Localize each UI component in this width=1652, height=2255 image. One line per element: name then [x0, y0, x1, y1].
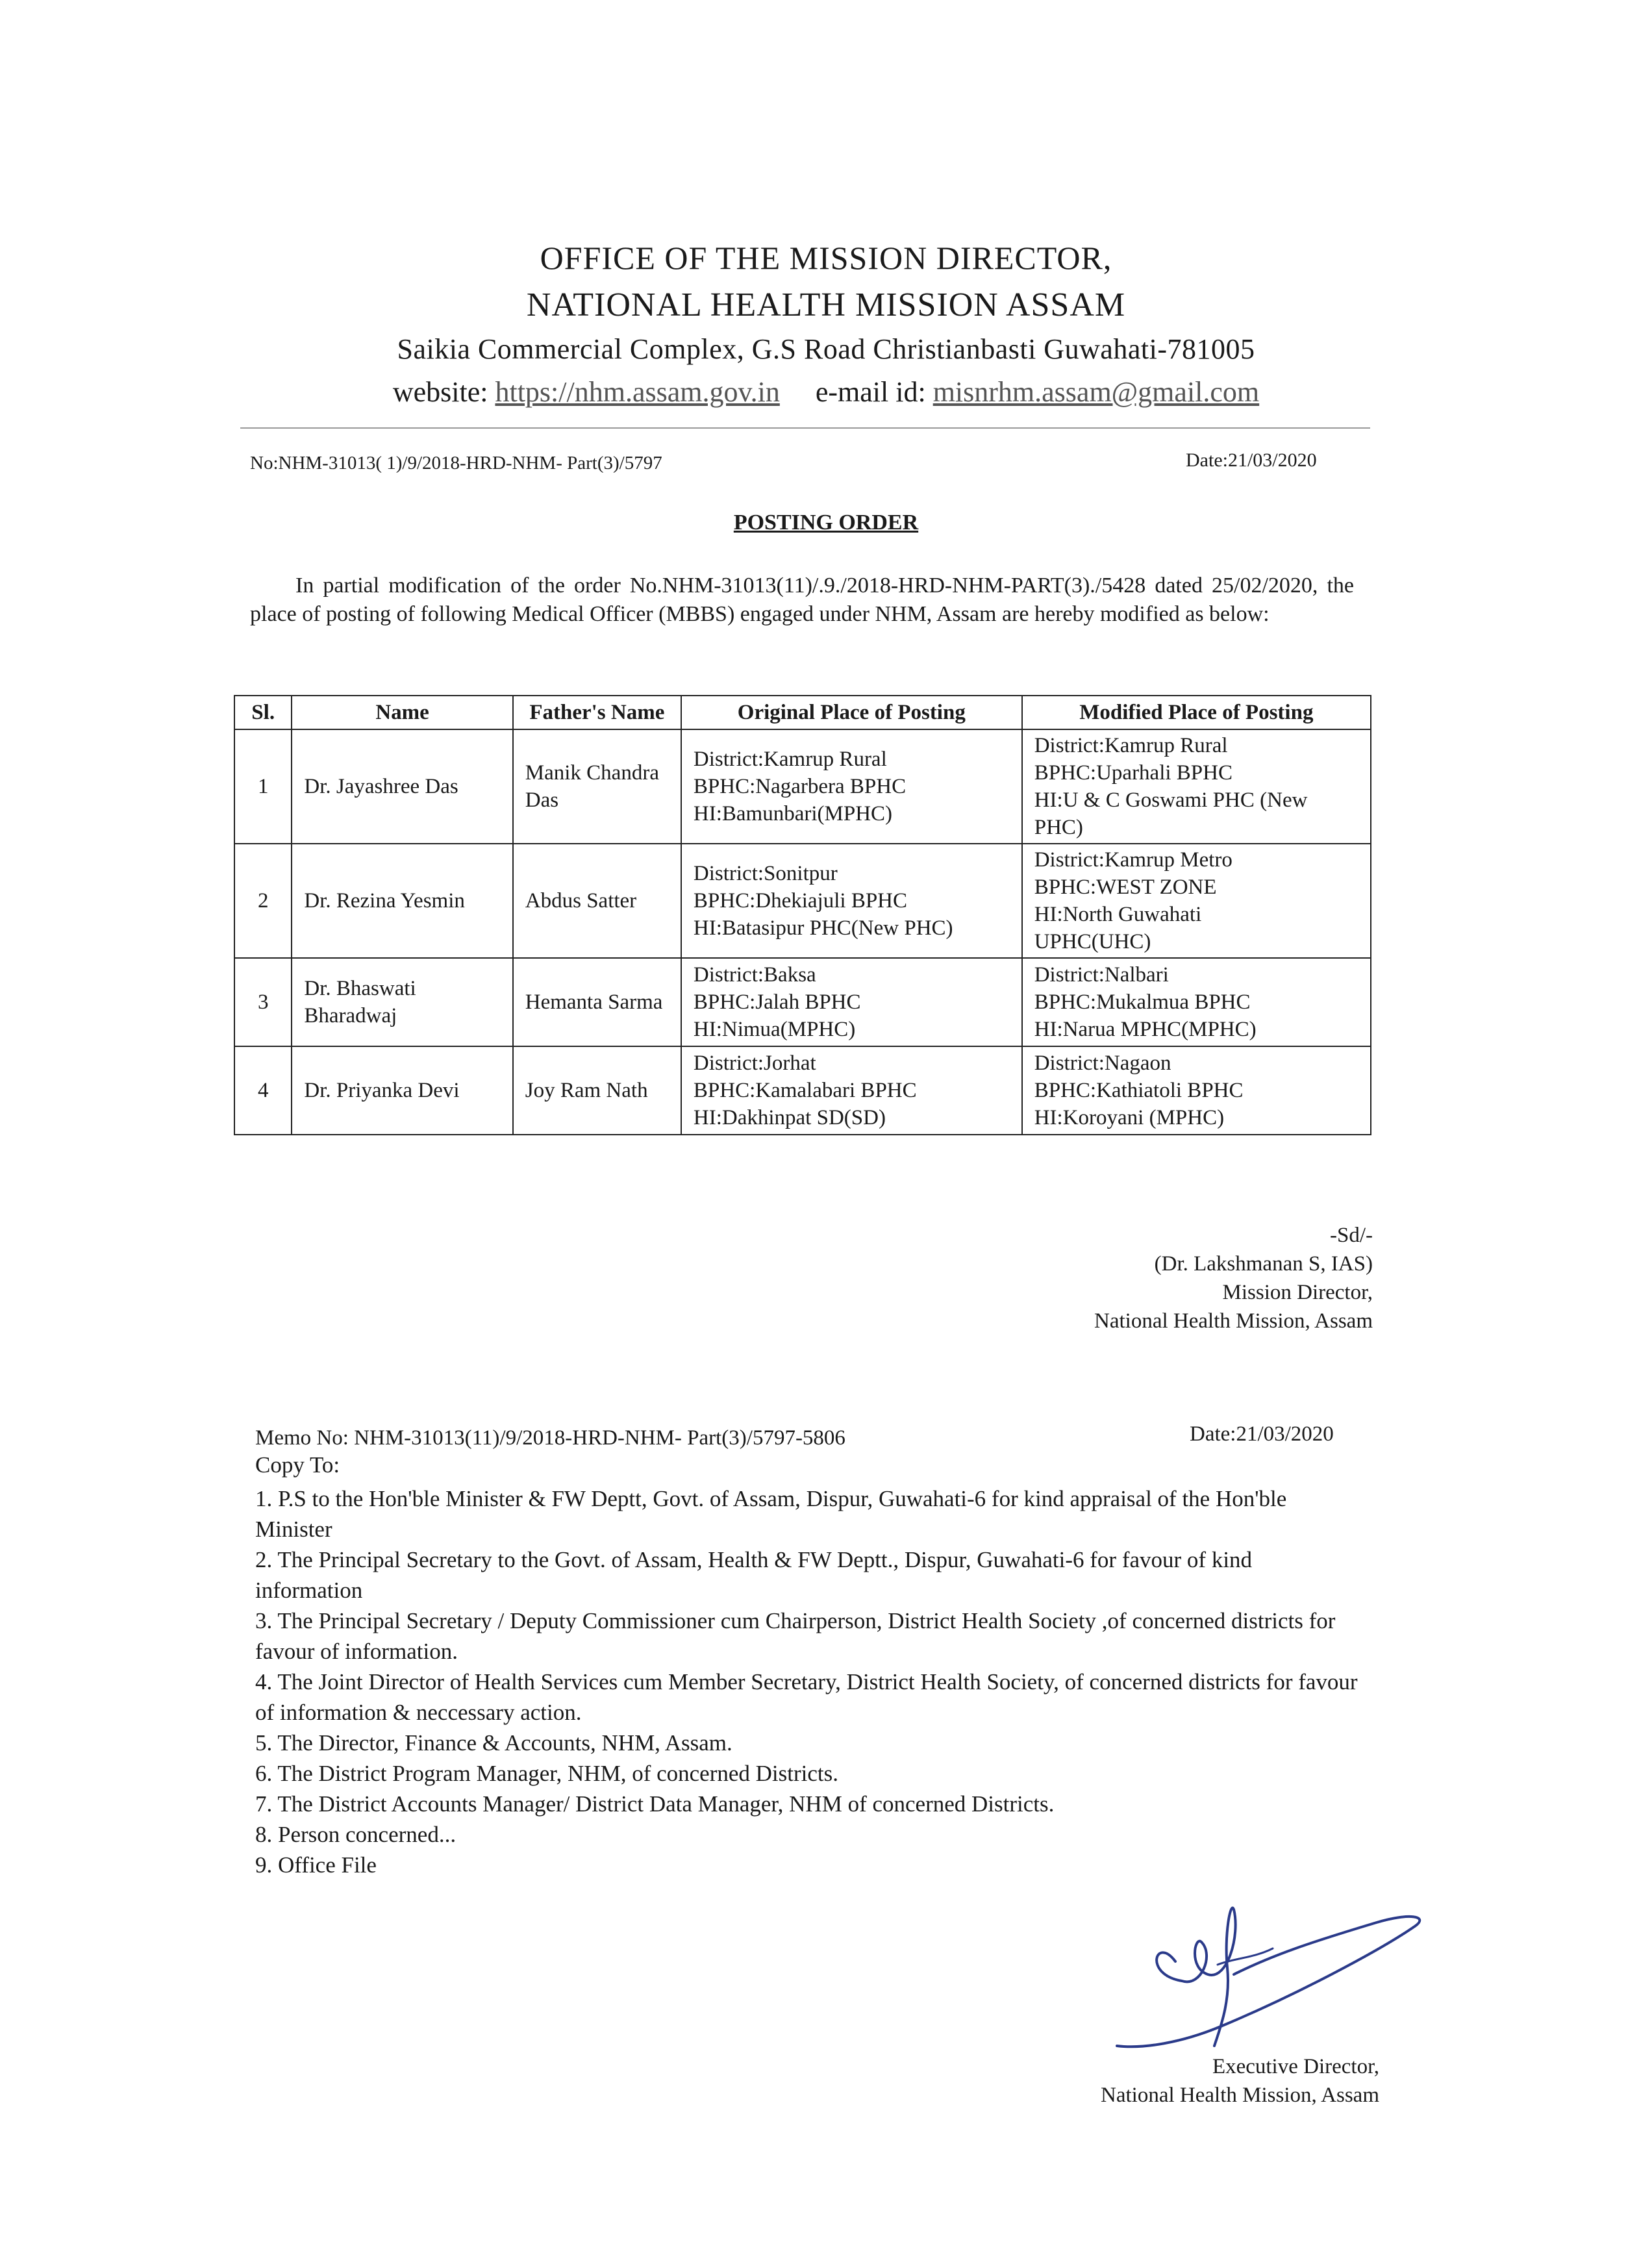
table-row — [234, 844, 1371, 958]
cell-father: Manik Chandra Das — [513, 729, 681, 844]
executive-title: Executive Director, — [1212, 2055, 1379, 2078]
cell-original — [681, 729, 1022, 844]
original-bphc: BPHC:Jalah BPHC — [693, 990, 861, 1014]
list-item: 4. The Joint Director of Health Services cum Member Secretary, District Health Society, of concerned districts for favour of information & neccessary action. — [255, 1669, 1358, 1725]
letterhead-address: Saikia Commercial Complex, G.S Road Christianbasti Guwahati-781005 — [397, 333, 1255, 365]
email-link[interactable]: misnrhm.assam@gmail.com — [932, 376, 1260, 408]
order-body-text: In partial modification of the order No.NHM-31013(11)/.9./2018-HRD-NHM-PART(3)./5428 dated 25/02/2020, the place of posting of following Medical Officer (MBBS) engaged under NHM, Assam are hereby modified as below: — [250, 573, 1354, 626]
list-item: 6. The District Program Manager, NHM, of concerned Districts. — [255, 1761, 839, 1786]
website-label: website: — [392, 376, 488, 408]
original-district: District:Sonitpur — [693, 862, 838, 885]
modified-district: District:Nalbari — [1034, 963, 1169, 987]
executive-org: National Health Mission, Assam — [1101, 2084, 1379, 2107]
cell-modified — [1022, 844, 1371, 958]
modified-district: District:Nagaon — [1034, 1052, 1171, 1075]
order-heading: POSTING ORDER — [733, 510, 919, 535]
header-name: Name — [292, 696, 512, 729]
executive-director-block — [1101, 2052, 1379, 2110]
copy-to-list — [255, 1483, 1359, 1880]
modified-hi-cont: UPHC(UHC) — [1034, 930, 1151, 953]
order-body — [250, 572, 1354, 629]
original-district: District:Jorhat — [693, 1052, 816, 1075]
memo-number: Memo No: NHM-31013(11)/9/2018-HRD-NHM- Part(3)/5797-5806 — [255, 1426, 845, 1450]
signatory-org: National Health Mission, Assam — [1094, 1309, 1373, 1333]
cell-modified — [1022, 729, 1371, 844]
cell-original — [681, 958, 1022, 1046]
header-original: Original Place of Posting — [681, 696, 1022, 729]
letterhead-mission: NATIONAL HEALTH MISSION ASSAM — [526, 286, 1126, 323]
original-bphc: BPHC:Nagarbera BPHC — [693, 775, 907, 798]
cell-modified — [1022, 1046, 1371, 1135]
original-hi: HI:Bamunbari(MPHC) — [693, 802, 893, 825]
modified-hi: HI:North Guwahati — [1034, 903, 1202, 926]
cell-original — [681, 1046, 1022, 1135]
website-link[interactable]: https://nhm.assam.gov.in — [495, 376, 780, 408]
original-bphc: BPHC:Dhekiajuli BPHC — [693, 889, 908, 913]
cell-sl: 4 — [234, 1046, 292, 1135]
list-item: 7. The District Accounts Manager/ District Data Manager, NHM of concerned Districts. — [255, 1791, 1055, 1817]
original-hi: HI:Dakhinpat SD(SD) — [693, 1106, 886, 1129]
modified-district: District:Kamrup Metro — [1034, 848, 1233, 872]
original-district: District:Baksa — [693, 963, 816, 987]
letterhead-office: OFFICE OF THE MISSION DIRECTOR, — [540, 240, 1112, 276]
original-district: District:Kamrup Rural — [693, 748, 887, 771]
memo-date: Date:21/03/2020 — [1190, 1422, 1334, 1446]
copy-to-label: Copy To: — [255, 1452, 340, 1478]
original-hi: HI:Batasipur PHC(New PHC) — [693, 916, 953, 940]
table-row — [234, 729, 1371, 844]
cell-name: Dr. Bhaswati Bharadwaj — [292, 958, 512, 1046]
letterhead-contact — [0, 375, 1652, 409]
header-sl: Sl. — [234, 696, 292, 729]
posting-table — [234, 695, 1371, 1135]
order-reference-number: No:NHM-31013( 1)/9/2018-HRD-NHM- Part(3)/5797 — [250, 453, 662, 473]
cell-modified — [1022, 958, 1371, 1046]
modified-bphc: BPHC:WEST ZONE — [1034, 876, 1217, 899]
list-item: 8. Person concerned... — [255, 1822, 457, 1847]
table-row — [234, 1046, 1371, 1135]
handwritten-signature — [1104, 1896, 1442, 2052]
cell-name: Dr. Jayashree Das — [292, 729, 512, 844]
original-bphc: BPHC:Kamalabari BPHC — [693, 1079, 917, 1102]
table-header-row — [234, 696, 1371, 729]
list-item: 3. The Principal Secretary / Deputy Commissioner cum Chairperson, District Health Society ,of concerned districts for favour of information. — [255, 1608, 1336, 1664]
modified-hi: HI:Koroyani (MPHC) — [1034, 1106, 1225, 1129]
modified-hi: HI:U & C Goswami PHC (New — [1034, 788, 1308, 812]
email-label: e-mail id: — [815, 376, 926, 408]
cell-father: Hemanta Sarma — [513, 958, 681, 1046]
modified-hi-cont: PHC) — [1034, 816, 1083, 839]
header-father: Father's Name — [513, 696, 681, 729]
cell-father: Joy Ram Nath — [513, 1046, 681, 1135]
list-item: 1. P.S to the Hon'ble Minister & FW Deptt, Govt. of Assam, Dispur, Guwahati-6 for kind appraisal of the Hon'ble Minister — [255, 1486, 1287, 1542]
signatory-block — [1094, 1221, 1373, 1335]
list-item: 9. Office File — [255, 1852, 377, 1878]
cell-father: Abdus Satter — [513, 844, 681, 958]
signed-mark: -Sd/- — [1330, 1224, 1373, 1247]
modified-hi: HI:Narua MPHC(MPHC) — [1034, 1018, 1257, 1041]
signatory-title: Mission Director, — [1222, 1281, 1373, 1304]
signatory-name: (Dr. Lakshmanan S, IAS) — [1154, 1252, 1373, 1276]
cell-name: Dr. Priyanka Devi — [292, 1046, 512, 1135]
letterhead-divider — [240, 427, 1370, 429]
modified-bphc: BPHC:Mukalmua BPHC — [1034, 990, 1251, 1014]
cell-sl: 3 — [234, 958, 292, 1046]
table-row — [234, 958, 1371, 1046]
modified-district: District:Kamrup Rural — [1034, 734, 1228, 757]
list-item: 2. The Principal Secretary to the Govt. of Assam, Health & FW Deptt., Dispur, Guwahati-6 for favour of kind information — [255, 1547, 1253, 1603]
modified-bphc: BPHC:Uparhali BPHC — [1034, 761, 1233, 785]
cell-original — [681, 844, 1022, 958]
cell-sl: 1 — [234, 729, 292, 844]
list-item: 5. The Director, Finance & Accounts, NHM, Assam. — [255, 1730, 732, 1756]
original-hi: HI:Nimua(MPHC) — [693, 1018, 856, 1041]
header-modified: Modified Place of Posting — [1022, 696, 1371, 729]
cell-sl: 2 — [234, 844, 292, 958]
modified-bphc: BPHC:Kathiatoli BPHC — [1034, 1079, 1244, 1102]
order-date: Date:21/03/2020 — [1186, 449, 1317, 471]
cell-name: Dr. Rezina Yesmin — [292, 844, 512, 958]
